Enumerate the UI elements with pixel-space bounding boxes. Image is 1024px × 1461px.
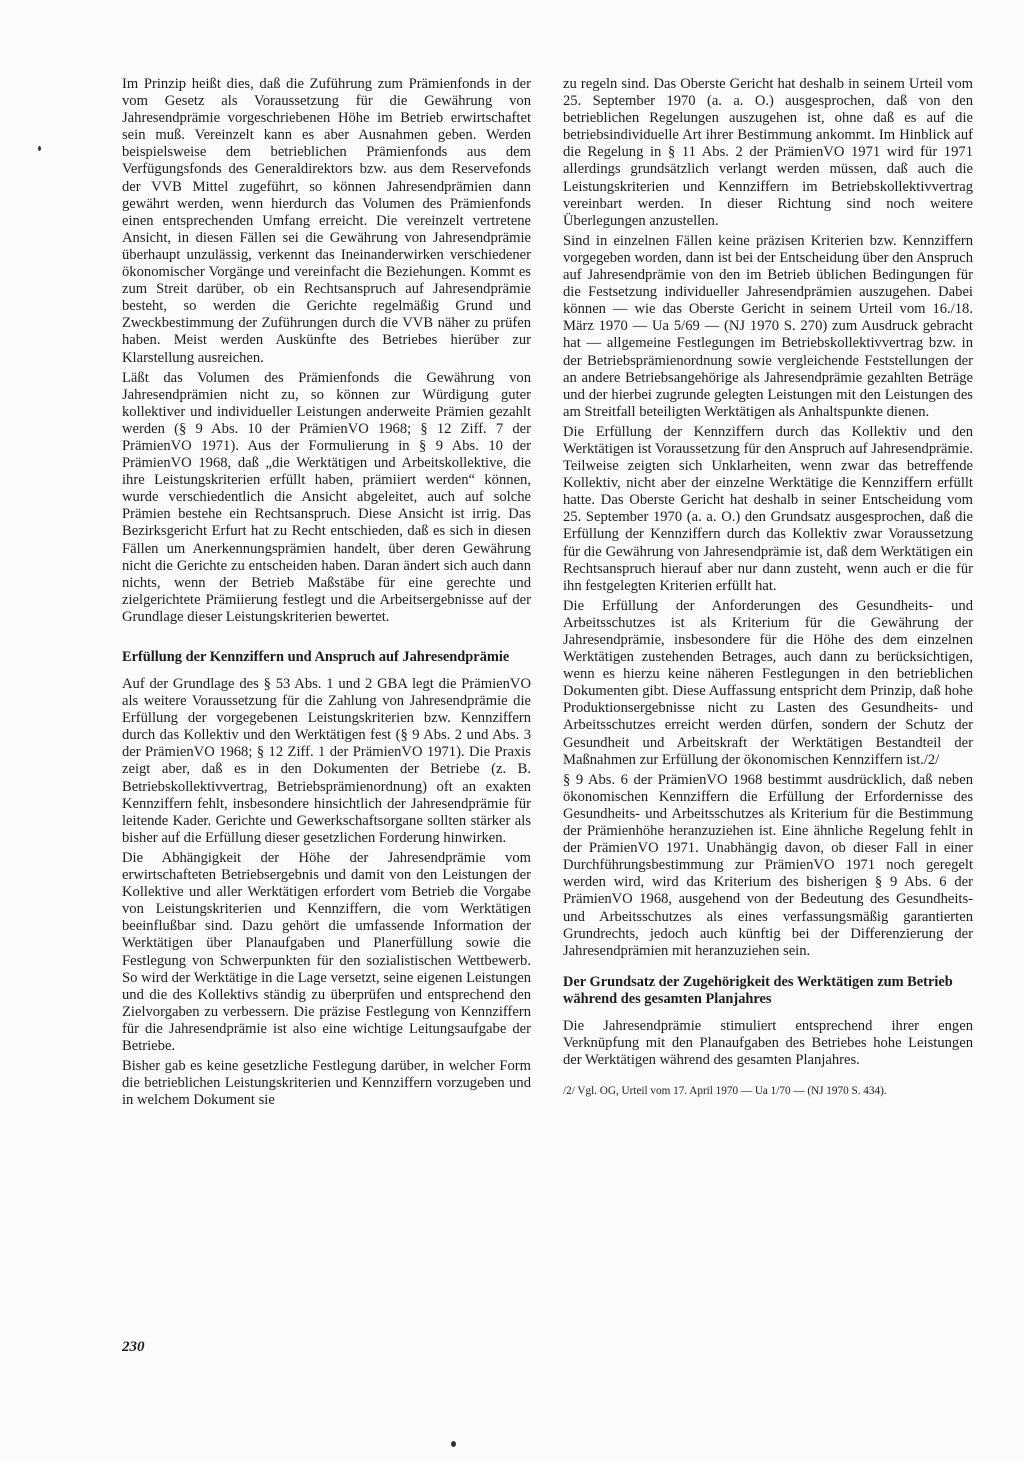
section-heading: Erfüllung der Kennziffern und Anspruch auf Jahresendprämie [122,649,510,665]
paragraph: § 9 Abs. 6 der PrämienVO 1968 bestimmt ausdrücklich, daß neben ökonomischen Kennziffern die Erfüllung der Erfordernisse des Gesundheits- und Arbeitsschutzes als Kriterium für die Bestimmung der Prämienhöhe heranzuziehen ist. Eine ähnliche Regelung fehlt in der PrämienVO 1971. Unabhängig davon, ob dieser Fall in einer Durchführungsbestimmung zur PrämienVO 1971 noch geregelt werden wird, wird das Kriterium des bisherigen § 9 Abs. 6 der PrämienVO 1968, ausgehend von der Bedeutung des Gesundheits- und Arbeitsschutzes als eines verfassungsmäßig garantierten Grundrechts, jedoch auch künftig bei der Differenzierung der Jahresendprämien mit heranzuziehen sein. [563,771,973,959]
scan-speck [38,146,41,151]
paragraph: Läßt das Volumen des Prämienfonds die Gewährung von Jahresendprämien nicht zu, so können zur Würdigung guter kollektiver und individueller Leistungen anderweite Prämien gezahlt werden (§ 9 Abs. 10 der PrämienVO 1968; § 12 Ziff. 7 der PrämienVO 1971). Aus der Formulierung in § 9 Abs. 10 der PrämienVO 1968, daß „die Werktätigen und Arbeitskollektive, die ihre Leistungskriterien erfüllt haben, prämiiert werden“ können, wurde verschiedentlich die Ansicht abgeleitet, auch auf solche Prämien bestehe ein Rechtsanspruch. Diese Ansicht ist irrig. Das Bezirksgericht Erfurt hat zu Recht entschieden, daß es sich in diesen Fällen um Anerkennungsprämien handelt, über deren Gewährung nicht die Gerichte zu entscheiden haben. Daran ändert sich auch dann nichts, wenn der Betrieb Maßstäbe für eine gerechte und zielgerichtete Prämiierung festlegt und die Arbeitsergebnisse auf der Grundlage dieser Leistungskriterien bewertet. [122,369,531,625]
paragraph: Im Prinzip heißt dies, daß die Zuführung zum Prämienfonds in der vom Gesetz als Voraussetzung für die Gewährung von Jahresendprämie vorgeschriebenen Höhe im Betrieb erwirtschaftet sein muß. Vereinzelt kann es aber Ausnahmen geben. Werden beispielsweise dem betrieblichen Prämienfonds aus dem Verfügungsfonds des Generaldirektors bzw. aus dem Reservefonds der VVB Mittel zugeführt, so können Jahresendprämien dann gewährt werden, wenn hierdurch das Volumen des Prämienfonds einen entsprechenden Umfang erreicht. Die vereinzelt vertretene Ansicht, in diesen Fällen sei die Gewährung von Jahresendprämie überhaupt unzulässig, verkennt das Ineinanderwirken verschiedener ökonomischer Vorgänge und vereinfacht die Beziehungen. Kommt es zum Streit darüber, ob ein Rechtsanspruch auf Jahresendprämie besteht, so werden die Gerichte regelmäßig Grund und Zweckbestimmung der Zuführungen durch die VVB näher zu prüfen haben. Meist werden Auskünfte des Betriebes hierüber zur Klarstellung ausreichen. [122,76,531,366]
right-column [563,76,973,1110]
paragraph: zu regeln sind. Das Oberste Gericht hat deshalb in seinem Urteil vom 25. September 1970 (a. a. O.) ausgesprochen, daß von den betrieblichen Regelungen auszugehen ist, ohne daß es auf die betriebsindividuelle Art ihrer Bestimmung ankommt. Im Hinblick auf die Regelung in § 11 Abs. 2 der PrämienVO 1971 wird für 1971 allerdings grundsätzlich verlangt werden müssen, daß auch die Leistungskriterien und Kennziffern im Betriebskollektivvertrag vereinbart werden. In dieser Richtung sind noch weitere Überlegungen anzustellen. [563,76,973,229]
paragraph: Sind in einzelnen Fällen keine präzisen Kriterien bzw. Kennziffern vorgegeben worden, dann ist bei der Entscheidung über den Anspruch auf Jahresendprämie von den im Betrieb üblichen Bedingungen für die Festsetzung individueller Jahresendprämien auszugehen. Dabei können — wie das Oberste Gericht in seinem Urteil vom 16./18. März 1970 — Ua 5/69 — (NJ 1970 S. 270) zum Ausdruck gebracht hat — allgemeine Festlegungen im Betriebskollektivvertrag bzw. in der Betriebsprämienordnung sowie vergleichende Feststellungen der an andere Betriebsangehörige als Jahresendprämie gezahlten Beträge und der hierbei zugrunde gelegten Leistungen mit den Leistungen des am Streitfall beteiligten Werktätigen als Anhaltspunkte dienen. [563,232,973,420]
page-number: 230 [122,1339,145,1355]
scan-speck [451,1441,456,1447]
paragraph: Die Jahresendprämie stimuliert entsprechend ihrer engen Verknüpfung mit den Planaufgaben des Betriebes hohe Leistungen der Werktätigen während des gesamten Planjahres. [563,1017,973,1068]
section-heading: Der Grundsatz der Zugehörigkeit des Werktätigen zum Betrieb während des gesamten Planjahres [563,973,953,1007]
paragraph: Bisher gab es keine gesetzliche Festlegung darüber, in welcher Form die betrieblichen Leistungskriterien und Kennziffern vorzugeben und in welchem Dokument sie [122,1058,531,1109]
left-column [122,76,531,1112]
paragraph: Die Abhängigkeit der Höhe der Jahresendprämie vom erwirtschafteten Betriebsergebnis und damit von den Leistungen der Kollektive und aller Werktätigen erfordert vom Betrieb die Vorgabe von Leistungskriterien und Kennziffern, die vom Werktätigen beeinflußbar sind. Dazu gehört die umfassende Information der Werktätigen über Planaufgaben und Planerfüllung sowie die Festlegung von Schwerpunkten für den sozialistischen Wettbewerb. So wird der Werktätige in die Lage versetzt, seine eigenen Leistungen und die des Kollektivs ständig zu überprüfen und entsprechend den Zielvorgaben zu verbessern. Die präzise Festlegung von Kennziffern für die Jahresendprämie ist also eine wichtige Leitungsaufgabe der Betriebe. [122,849,531,1054]
paragraph: Auf der Grundlage des § 53 Abs. 1 und 2 GBA legt die PrämienVO als weitere Voraussetzung für die Zahlung von Jahresendprämie die Erfüllung der vorgegebenen Leistungskriterien bzw. Kennziffern durch das Kollektiv und den Werktätigen fest (§ 9 Abs. 2 und Abs. 3 der PrämienVO 1968; § 12 Ziff. 1 der PrämienVO 1971). Die Praxis zeigt aber, daß es in den Dokumenten der Betriebe (z. B. Betriebskollektivvertrag, Betriebsprämienordnung) oft an exakten Kennziffern fehlt, insbesondere hinsichtlich der Jahresendprämie für leitende Kader. Gerichte und Gewerkschaftsorgane sollten stärker als bisher auf die Erfüllung dieser gesetzlichen Forderung hinwirken. [122,676,531,846]
paragraph: Die Erfüllung der Anforderungen des Gesundheits- und Arbeitsschutzes ist als Kriterium für die Gewährung der Jahresendprämie, insbesondere für die Höhe des dem einzelnen Werktätigen zustehenden Betrages, auch dann zu berücksichtigen, wenn es hierzu keine näheren Festlegungen in den betrieblichen Dokumenten gibt. Diese Auffassung entspricht dem Prinzip, daß hohe Produktionsergebnisse nicht zu Lasten des Gesundheits- und Arbeitsschutzes erreicht werden dürfen, sondern der Schutz der Gesundheit und Arbeitskraft der Werktätigen Bestandteil der Maßnahmen zur Erfüllung der ökonomischen Kennziffern ist./2/ [563,597,973,768]
footnote: /2/ Vgl. OG, Urteil vom 17. April 1970 — Ua 1/70 — (NJ 1970 S. 434). [563,1085,887,1098]
paragraph: Die Erfüllung der Kennziffern durch das Kollektiv und den Werktätigen ist Voraussetzung für den Anspruch auf Jahresendprämie. Teilweise zeigten sich Unklarheiten, wenn zwar das betreffende Kollektiv, nicht aber der einzelne Werktätige die Kennziffern erfüllt hatte. Das Oberste Gericht hat deshalb in seiner Entscheidung vom 25. September 1970 (a. a. O.) den Grundsatz ausgesprochen, daß die Erfüllung der Kennziffern durch das Kollektiv zwar Voraussetzung für die Gewährung von Jahresendprämie ist, daß dem Werktätigen ein Rechtsanspruch hierauf aber nur dann zusteht, wenn auch er die für ihn festgelegten Kriterien erfüllt hat. [563,423,973,594]
